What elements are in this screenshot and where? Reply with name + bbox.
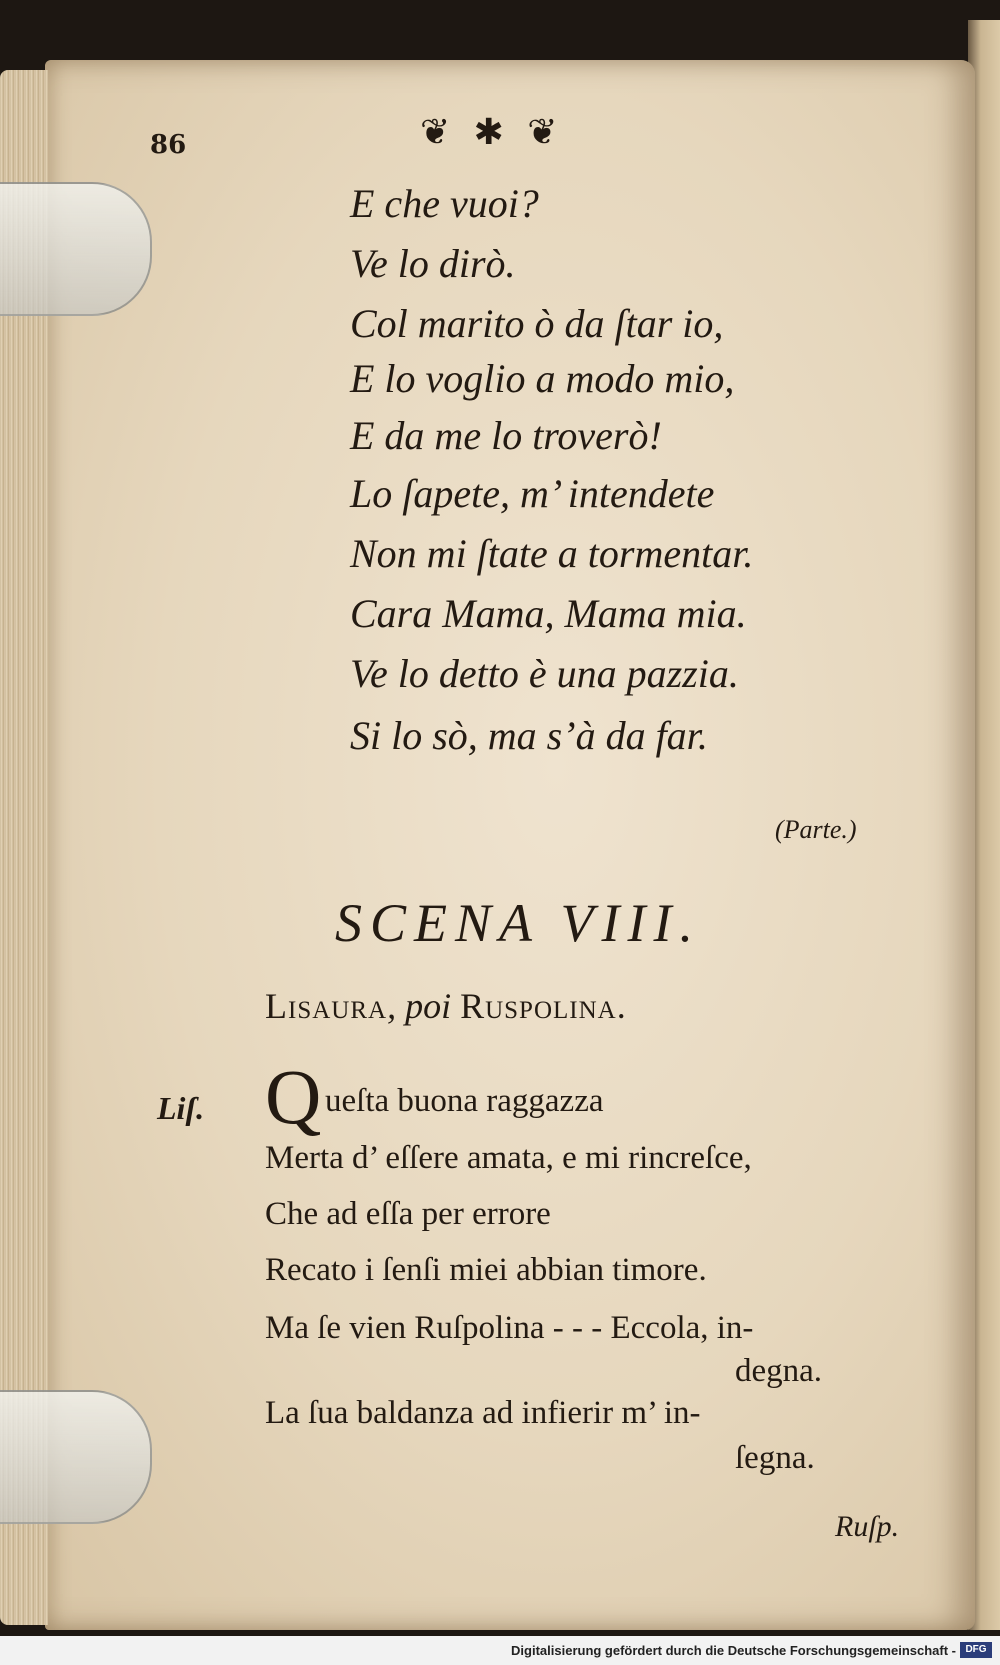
drop-cap: Q — [265, 1053, 322, 1140]
prose-line: Merta d’ eſſere amata, e mi rincreſce, — [265, 1140, 752, 1176]
verse-line: E da me lo troverò! — [350, 413, 662, 458]
verse-line: Si lo sò, ma s’à da far. — [350, 713, 708, 758]
verse-line: Cara Mama, Mama mia. — [350, 591, 747, 636]
page-number: 86 — [150, 130, 187, 160]
verse-line: Non mi ſtate a tormentar. — [350, 531, 754, 576]
prose-line: ueſta buona raggazza — [325, 1083, 604, 1119]
speaker-label: Liſ. — [157, 1090, 205, 1126]
verse-line: Ve lo detto è una pazzia. — [350, 651, 739, 696]
verse-line: Lo ſapete, m’ intendete — [350, 471, 715, 516]
verse-line: E lo voglio a modo mio, — [350, 356, 735, 401]
header-ornament: ❦ ✱ ❦ — [420, 112, 564, 153]
dfg-logo: DFG — [960, 1642, 992, 1658]
catchword: Ruſp. — [835, 1510, 900, 1543]
character-name: Ruspolina. — [460, 986, 627, 1026]
prose-line: ſegna. — [735, 1440, 815, 1476]
character-list — [265, 985, 627, 1027]
prose-line: Recato i ſenſi miei abbian timore. — [265, 1252, 707, 1288]
book-clip-bottom — [0, 1390, 152, 1524]
verse-line: E che vuoi? — [350, 181, 539, 226]
character-name: Lisaura — [265, 986, 388, 1026]
prose-line: Che ad eſſa per errore — [265, 1196, 551, 1232]
footer-credit: Digitalisierung gefördert durch die Deutsche Forschungsgemeinschaft - — [511, 1643, 956, 1658]
prose-line: degna. — [735, 1353, 823, 1389]
stage-direction: (Parte.) — [775, 815, 857, 844]
verse-line: Ve lo dirò. — [350, 241, 516, 286]
prose-line: La ſua baldanza ad infierir m’ in- — [265, 1395, 701, 1431]
book-clip-top — [0, 182, 152, 316]
verse-line: Col marito ò da ſtar io, — [350, 301, 724, 346]
prose-line: Ma ſe vien Ruſpolina - - - Eccola, in- — [265, 1310, 754, 1346]
character-connector: , poi — [387, 986, 452, 1026]
digitization-footer — [0, 1636, 1000, 1665]
scene-title: SCENA VIII. — [335, 893, 701, 953]
